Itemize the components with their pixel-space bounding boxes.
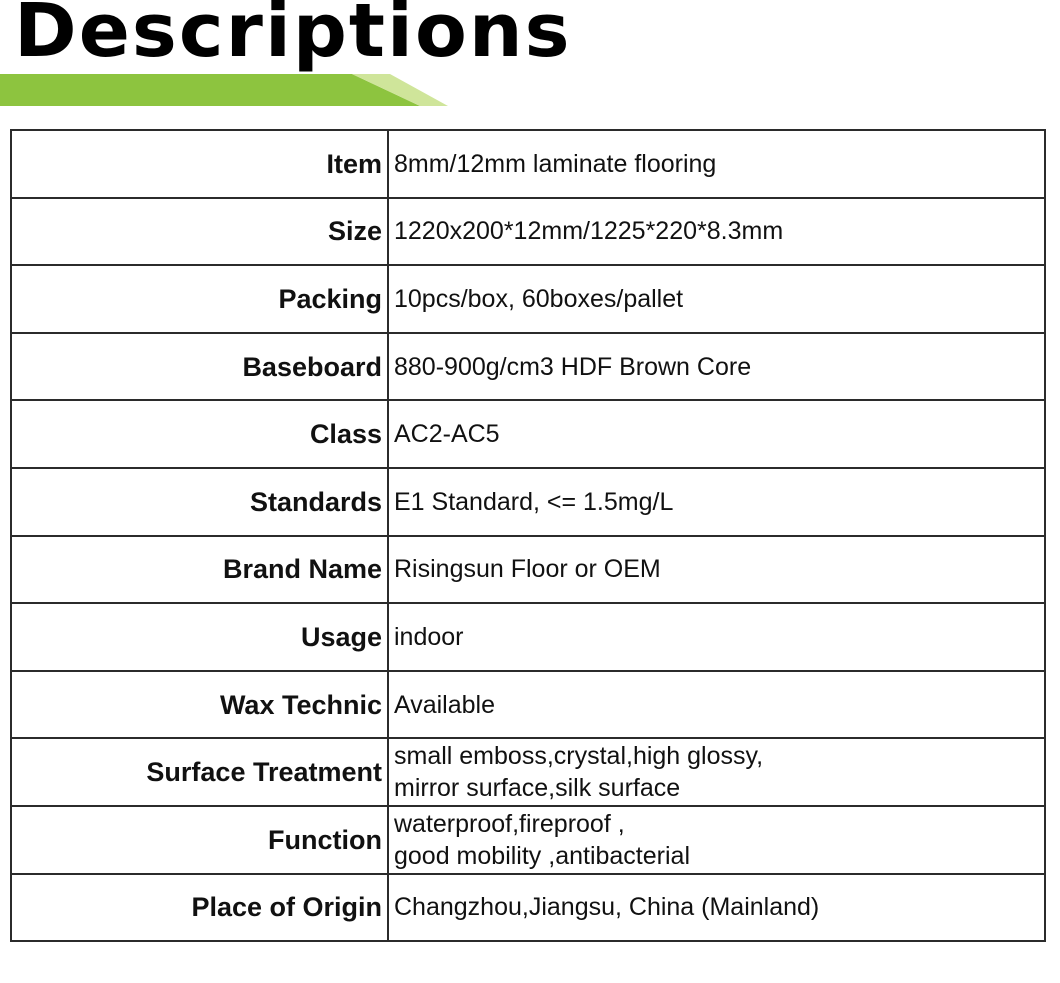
row-label: Standards [11,468,388,536]
row-value-line: 8mm/12mm laminate flooring [394,149,717,178]
row-label: Function [11,806,388,874]
row-value [388,400,1045,468]
row-value-line: waterproof,fireproof , [394,809,625,838]
row-value-line: 10pcs/box, 60boxes/pallet [394,284,684,313]
row-value-line: E1 Standard, <= 1.5mg/L [394,487,674,516]
row-value [388,333,1045,401]
row-value [388,265,1045,333]
table-row [11,671,1045,739]
row-label: Wax Technic [11,671,388,739]
row-value-line: 880-900g/cm3 HDF Brown Core [394,352,752,381]
row-value-line: 1220x200*12mm/1225*220*8.3mm [394,217,784,246]
table-row [11,603,1045,671]
row-value-line: Changzhou,Jiangsu, China (Mainland) [394,893,820,922]
row-value-line: good mobility ,antibacterial [394,841,690,870]
specifications-table [10,129,1046,942]
table-row [11,536,1045,604]
row-label: Size [11,198,388,266]
page-title: Descriptions [14,0,572,74]
row-label: Surface Treatment [11,738,388,806]
table-row [11,130,1045,198]
row-value [388,603,1045,671]
row-value [388,671,1045,739]
row-value [388,806,1045,874]
row-value [388,874,1045,942]
row-value [388,738,1045,806]
row-value [388,130,1045,198]
table-row [11,400,1045,468]
row-value-line: Risingsun Floor or OEM [394,555,661,584]
row-value [388,536,1045,604]
table-row [11,468,1045,536]
row-label: Place of Origin [11,874,388,942]
table-row [11,265,1045,333]
table-row [11,806,1045,874]
row-value [388,468,1045,536]
row-label: Item [11,130,388,198]
row-label: Usage [11,603,388,671]
row-value-line: mirror surface,silk surface [394,774,681,803]
row-label: Packing [11,265,388,333]
table-row [11,198,1045,266]
row-value-line: indoor [394,622,464,651]
row-label: Class [11,400,388,468]
row-label: Baseboard [11,333,388,401]
table-row [11,874,1045,942]
table-row [11,738,1045,806]
title-underline-decoration [0,74,450,106]
table-row [11,333,1045,401]
row-label: Brand Name [11,536,388,604]
row-value [388,198,1045,266]
row-value-line: small emboss,crystal,high glossy, [394,742,764,771]
row-value-line: AC2-AC5 [394,420,500,449]
row-value-line: Available [394,690,496,719]
